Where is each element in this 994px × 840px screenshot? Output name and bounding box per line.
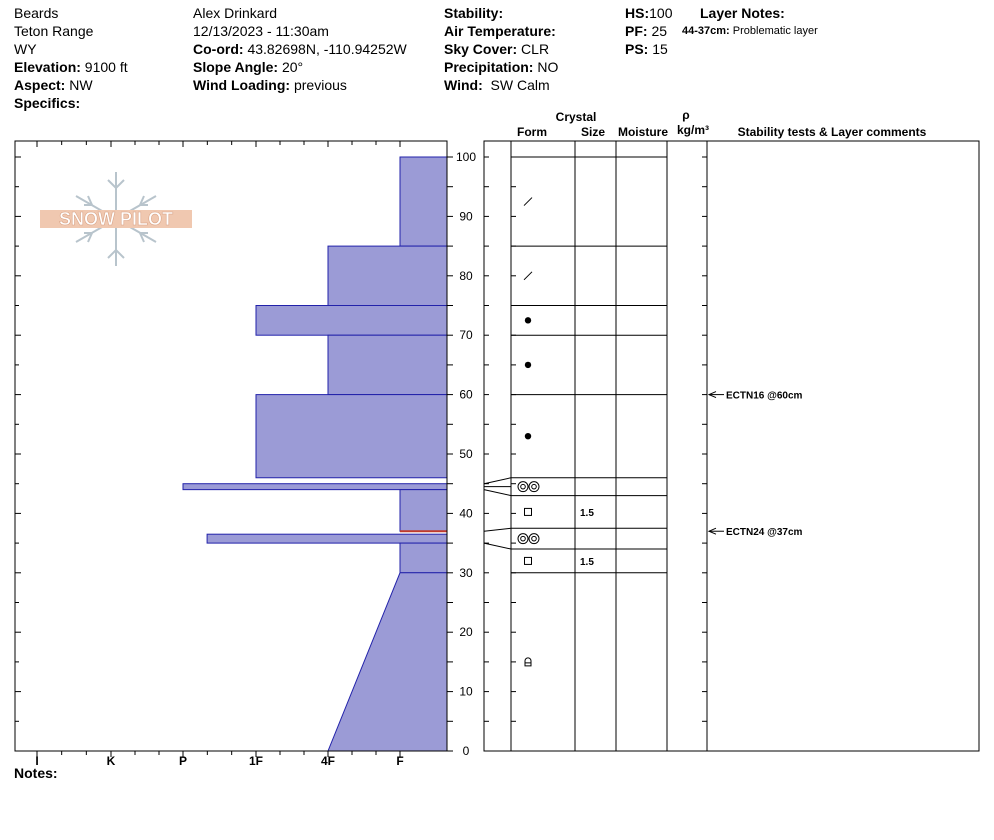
layer-connector	[484, 478, 511, 484]
layer-grid	[484, 157, 724, 666]
x-tick-label: 1F	[248, 754, 264, 768]
header-moisture: Moisture	[617, 125, 669, 139]
slope-label: Slope Angle:	[193, 59, 279, 75]
precip-value: NO	[537, 59, 559, 75]
y-tick-label: 60	[459, 387, 473, 402]
aspect-value: NW	[69, 77, 93, 93]
layer-connector	[484, 543, 511, 549]
depth-hoar-icon	[525, 658, 531, 666]
hardness-bar	[256, 306, 447, 336]
x-tick-label: F	[396, 754, 404, 768]
observer-name: Alex Drinkard	[193, 5, 278, 21]
wind-loading-value: previous	[293, 77, 347, 93]
hardness-bar	[328, 246, 447, 305]
y-tick-label: 10	[459, 684, 473, 699]
hardness-bar	[400, 543, 447, 573]
ps-label: PS:	[625, 41, 649, 57]
coord-label: Co-ord:	[193, 41, 244, 57]
chart-text	[35, 108, 926, 768]
melt-form-icon-inner	[532, 536, 537, 541]
rounded-grain-icon	[525, 362, 531, 368]
precip-particle-icon	[524, 272, 532, 280]
stability-test-label: ECTN16 @60cm	[726, 390, 803, 402]
layer-note-range: 44-37cm:	[682, 25, 730, 37]
y-tick-label: 90	[459, 209, 473, 224]
melt-form-icon-inner	[521, 484, 526, 489]
y-tick-label: 20	[459, 625, 473, 640]
hardness-bar	[256, 395, 447, 478]
header-crystal: Crystal	[555, 110, 597, 124]
y-tick-label: 40	[459, 506, 473, 521]
y-tick-label: 70	[459, 328, 473, 343]
snow-pilot-logo	[40, 172, 192, 266]
datetime: 12/13/2023 - 11:30am	[193, 23, 329, 39]
layer-notes-label: Layer Notes:	[700, 5, 785, 21]
faceted-crystal-icon	[525, 557, 532, 564]
y-tick-label: 100	[455, 150, 477, 164]
header-comments: Stability tests & Layer comments	[737, 125, 927, 139]
pf-label: PF:	[625, 23, 648, 39]
sky-label: Sky Cover:	[444, 41, 518, 57]
rounded-grain-icon	[525, 433, 531, 439]
hs-label: HS:	[625, 5, 650, 21]
header-size: Size	[580, 125, 606, 139]
specifics-label: Specifics:	[14, 95, 81, 111]
stability-test-label: ECTN24 @37cm	[726, 527, 803, 539]
x-tick-label: P	[178, 754, 188, 768]
stability-label: Stability:	[444, 5, 504, 21]
wind-loading-label: Wind Loading:	[193, 77, 291, 93]
melt-form-icon-inner	[521, 536, 526, 541]
header-density-unit: kg/m³	[676, 123, 710, 137]
location-name: Beards	[14, 5, 59, 21]
pf-value: 25	[651, 23, 668, 39]
hardness-bar	[400, 157, 447, 246]
hardness-ramp	[328, 573, 447, 751]
logo-text: SNOW PILOT	[59, 209, 173, 229]
elevation-value: 9100 ft	[84, 59, 128, 75]
x-tick-label: 4F	[320, 754, 336, 768]
wind-label: Wind:	[444, 77, 483, 93]
wind-value: SW Calm	[490, 77, 550, 93]
crystal-size-label: 1.5	[580, 507, 594, 519]
coord-value: 43.82698N, -110.94252W	[247, 41, 407, 57]
melt-form-icon	[518, 534, 528, 544]
crystal-size-label: 1.5	[580, 556, 594, 568]
layer-note-text: Problematic layer	[732, 25, 818, 37]
hs-value: 100	[649, 5, 673, 21]
aspect-label: Aspect:	[14, 77, 66, 93]
y-tick-label: 0	[462, 744, 470, 758]
rounded-grain-icon	[525, 317, 531, 323]
air-temp-label: Air Temperature:	[444, 23, 556, 39]
x-tick-label: I	[35, 754, 39, 768]
melt-form-icon	[529, 482, 539, 492]
sky-value: CLR	[521, 41, 550, 57]
melt-form-icon	[518, 482, 528, 492]
hardness-profile	[183, 157, 447, 751]
state-name: WY	[14, 41, 37, 57]
header-rho: ρ	[682, 108, 690, 122]
ps-value: 15	[652, 41, 668, 57]
layer-connector	[484, 528, 511, 531]
header-form: Form	[517, 125, 547, 139]
y-tick-label: 80	[459, 268, 473, 283]
hardness-bar	[400, 490, 447, 532]
slope-value: 20°	[281, 59, 304, 75]
y-tick-label: 30	[459, 565, 473, 580]
hardness-bar	[207, 534, 447, 543]
precip-label: Precipitation:	[444, 59, 534, 75]
hardness-bar	[183, 484, 447, 490]
melt-form-icon-inner	[532, 484, 537, 489]
faceted-crystal-icon	[525, 508, 532, 515]
hardness-bar	[328, 335, 447, 394]
chart-frames	[15, 141, 979, 757]
x-tick-label: K	[106, 754, 116, 768]
layer-grid-frame	[484, 141, 979, 751]
precip-particle-icon	[524, 198, 532, 206]
layer-connector	[484, 490, 511, 496]
notes-label: Notes:	[14, 765, 58, 781]
y-tick-label: 50	[459, 447, 473, 461]
elevation-label: Elevation:	[14, 59, 81, 75]
melt-form-icon	[529, 534, 539, 544]
range-name: Teton Range	[14, 23, 94, 39]
